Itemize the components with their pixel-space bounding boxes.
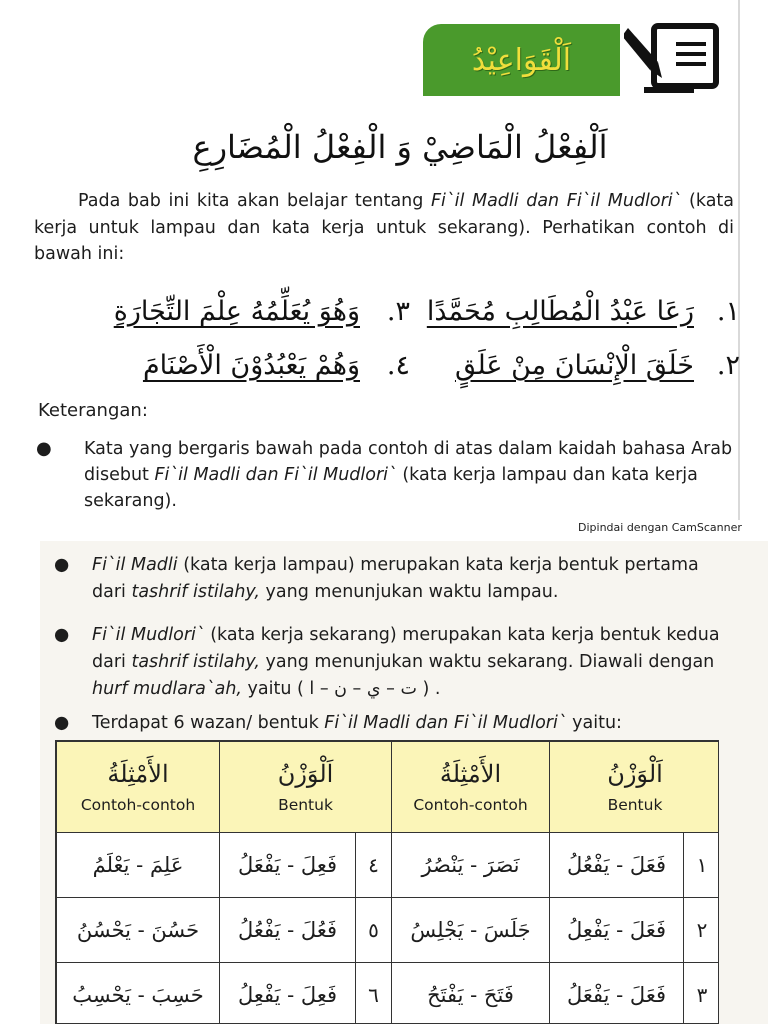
- section-header-banner: [423, 24, 620, 96]
- header-cell: الأَمْثِلَةُ Contoh-contoh: [392, 742, 550, 833]
- wazan-table: [55, 740, 719, 1024]
- wazan-cell: فَعِلَ - يَفْعِلُ: [220, 963, 356, 1024]
- example-sentence: خَلَقَ الْإِنْسَانَ مِنْ عَلَقٍ: [454, 350, 694, 381]
- example-cell: عَلِمَ - يَعْلَمُ: [57, 833, 220, 898]
- example-cell: حَسُنَ - يَحْسُنُ: [57, 898, 220, 963]
- table-row: [57, 898, 720, 963]
- wazan-cell: فَعَلَ - يَفْعَلُ: [550, 963, 684, 1024]
- note-bullet: ● Fi`il Madli (kata kerja lampau) merupakan kata kerja bentuk pertama dari tashrif istilahy, yang menunjukan waktu lampau.: [54, 552, 730, 606]
- scroll-pen-icon: [624, 20, 724, 100]
- keterangan-bullet: ● Kata yang bergaris bawah pada contoh di atas dalam kaidah bahasa Arab disebut Fi`il Madli dan Fi`il Mudlori` (kata kerja lampau dan kata kerja sekarang).: [36, 438, 733, 511]
- intro-paragraph: Pada bab ini kita akan belajar tentang Fi`il Madli dan Fi`il Mudlori` (kata kerja untuk lampau dan kata kerja untuk sekarang). Perhatikan contoh di bawah ini:: [34, 191, 735, 264]
- header-cell: اَلْوَزْنُ Bentuk: [220, 742, 392, 833]
- example-cell: فَتَحَ - يَفْتَحُ: [392, 963, 550, 1024]
- example-cell: جَلَسَ - يَجْلِسُ: [392, 898, 550, 963]
- example-number: ٣.: [386, 296, 410, 327]
- example-number: ٢.: [716, 350, 740, 381]
- number-cell: ٢: [684, 898, 720, 963]
- page-edge: [738, 0, 740, 520]
- example-number: ٤.: [386, 350, 410, 381]
- number-cell: ٥: [356, 898, 392, 963]
- header-cell: الأَمْثِلَةُ Contoh-contoh: [57, 742, 220, 833]
- number-cell: ٦: [356, 963, 392, 1024]
- wazan-cell: فَعِلَ - يَفْعَلُ: [220, 833, 356, 898]
- bullet-dot: ●: [54, 625, 70, 645]
- keterangan-label: Keterangan:: [38, 400, 148, 421]
- note-bullet: ● Fi`il Mudlori` (kata kerja sekarang) merupakan kata kerja bentuk kedua dari tashrif istilahy, yang menunjukan waktu sekarang. Diawali dengan hurf mudlara`ah, yaitu ( ت – ي – ن – ا ) .: [54, 622, 730, 703]
- example-row: [60, 350, 740, 398]
- wazan-cell: فَعَلَ - يَفْعِلُ: [550, 898, 684, 963]
- number-cell: ٤: [356, 833, 392, 898]
- example-row: [60, 296, 740, 344]
- bullet-dot: ●: [36, 438, 52, 459]
- table-row: [57, 833, 720, 898]
- example-sentence: وَهُمْ يَعْبُدُوْنَ الْأَصْنَامَ: [142, 350, 360, 381]
- wazan-cell: فَعَلَ - يَفْعُلُ: [550, 833, 684, 898]
- example-sentence: وَهُوَ يُعَلِّمُهُ عِلْمَ التِّجَارَةِ: [113, 296, 360, 327]
- example-sentence: رَعَا عَبْدُ الْمُطَالِبِ مُحَمَّدًا: [426, 296, 694, 327]
- header-cell: اَلْوَزْنُ Bentuk: [550, 742, 720, 833]
- wazan-cell: فَعُلَ - يَفْعُلُ: [220, 898, 356, 963]
- bullet-dot: ●: [54, 713, 70, 733]
- example-number: ١.: [716, 296, 740, 327]
- lesson-title: اَلْفِعْلُ الْمَاضِيْ وَ الْفِعْلُ الْمُضَارِعِ: [192, 128, 608, 166]
- example-cell: نَصَرَ - يَنْصُرُ: [392, 833, 550, 898]
- bullet-dot: ●: [54, 555, 70, 575]
- table-row: [57, 963, 720, 1024]
- number-cell: ٣: [684, 963, 720, 1024]
- example-cell: حَسِبَ - يَحْسِبُ: [57, 963, 220, 1024]
- camscanner-watermark: Dipindai dengan CamScanner: [578, 521, 742, 534]
- section-title: اَلْقَوَاعِيْدُ: [471, 42, 572, 78]
- table-header-row: [57, 742, 720, 833]
- number-cell: ١: [684, 833, 720, 898]
- note-bullet: ● Terdapat 6 wazan/ bentuk Fi`il Madli dan Fi`il Mudlori` yaitu:: [54, 710, 730, 737]
